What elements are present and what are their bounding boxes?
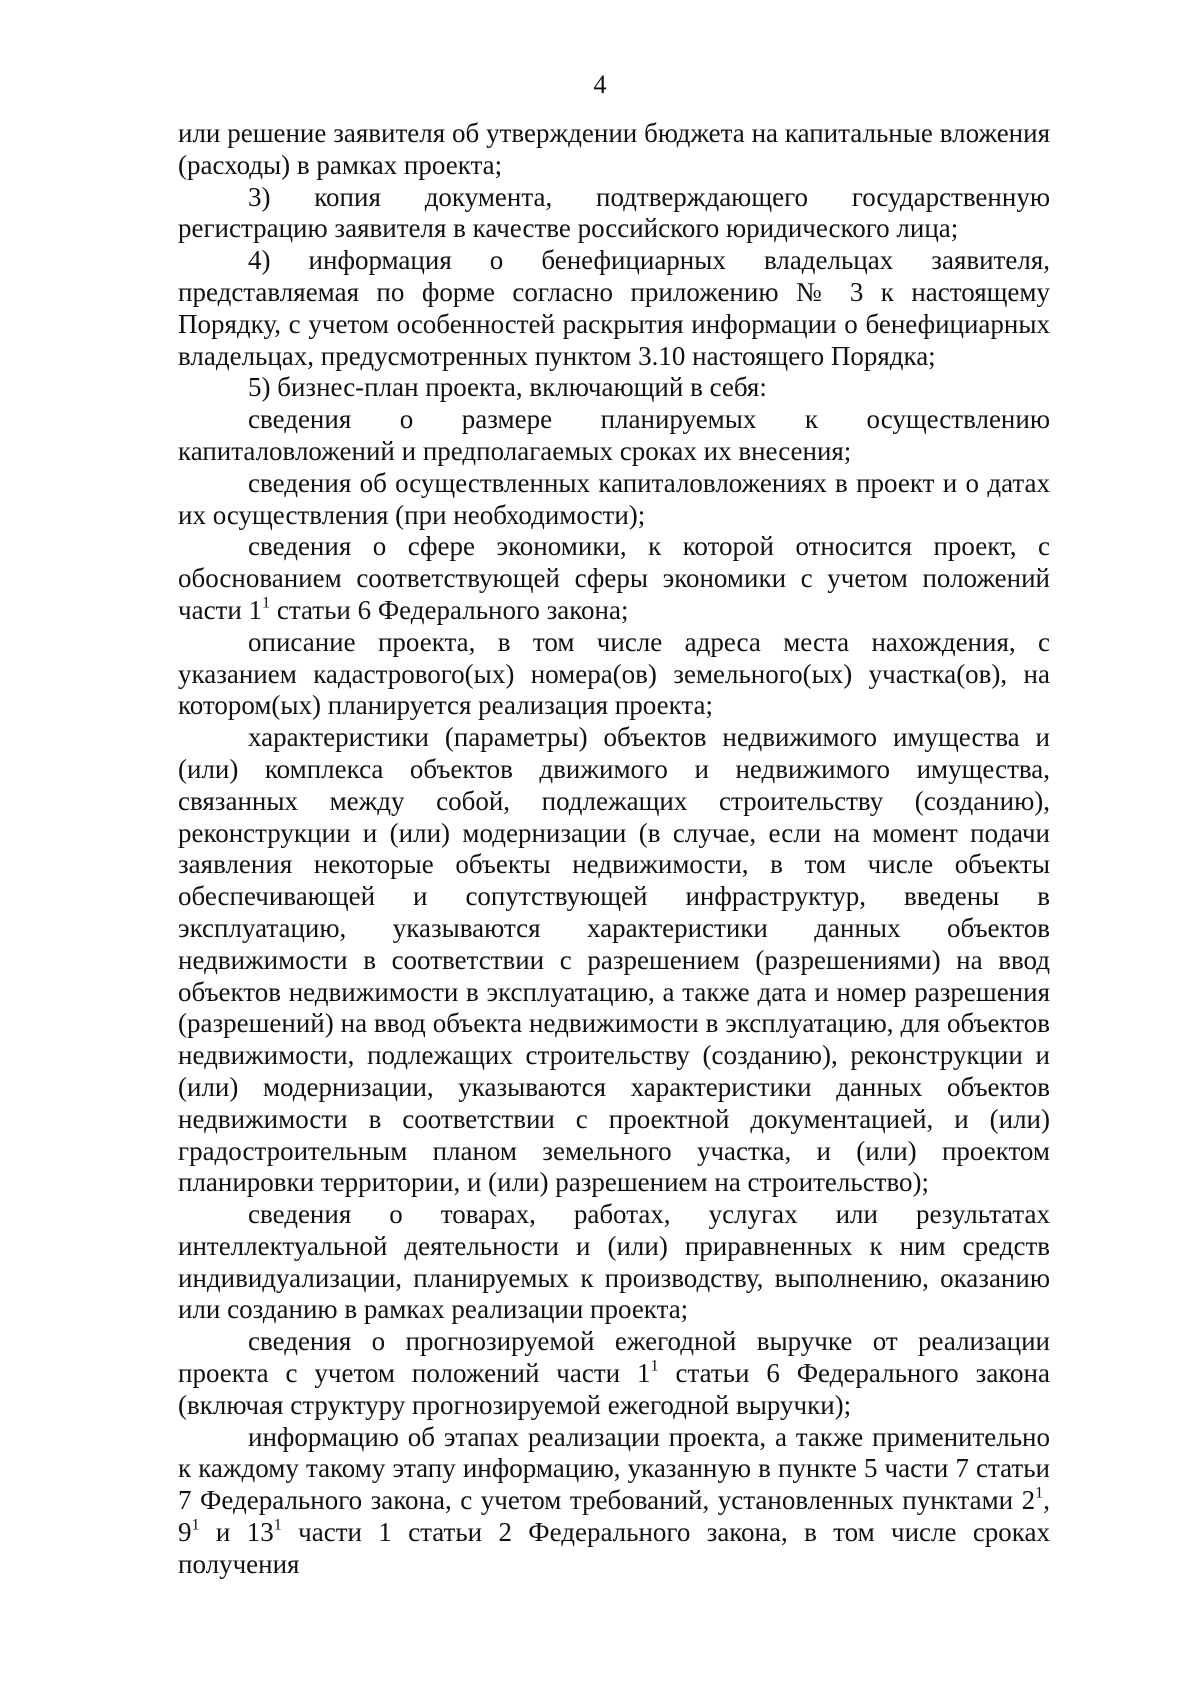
paragraph-economy-sector [178,531,1050,626]
text-fragment: статьи 6 Федерального закона; [270,594,629,625]
paragraph-investments-done: сведения об осуществленных капиталовложениях в проект и о датах их осуществления (при необходимости); [178,467,1050,530]
paragraph-investments-plan: сведения о размере планируемых к осуществлению капиталовложений и предполагаемых сроках их внесения; [178,404,1050,466]
superscript: 1 [191,1515,200,1534]
text-fragment: сведения о сфере экономики, к которой относится проект, с обоснованием соответствующей сферы экономики с учетом положений части 1 [178,531,1050,625]
superscript: 1 [262,593,271,612]
page-number: 4 [593,70,607,99]
text-fragment: , 9 [178,1485,1050,1548]
text-fragment: сведения о прогнозируемой ежегодной выручке от реализации проекта с учетом положений части 1 [178,1326,1050,1389]
paragraph-item-3: 3) копия документа, подтверждающего государственную регистрацию заявителя в качестве российского юридического лица; [178,181,1050,244]
paragraph-revenue-forecast [178,1326,1050,1421]
paragraph-project-description: описание проекта, в том числе адреса места нахождения, с указанием кадастрового(ых) номера(ов) земельного(ых) участка(ов), на котором(ых) планируется реализация проекта; [178,626,1050,721]
text-fragment: части 1 статьи 2 Федерального закона, в том числе сроках получения [178,1517,1050,1579]
paragraph-goods-services: сведения о товарах, работах, услугах или результатах интеллектуальной деятельности и (или) приравненных к ним средств индивидуализации, планируемых к производству, выполнению, оказанию или созданию в рамках реализации проекта; [178,1199,1050,1325]
paragraph-item-5: 5) бизнес-план проекта, включающий в себя: [248,372,767,403]
text-fragment: информацию об этапах реализации проекта, а также применительно к каждому такому этапу информацию, указанную в пункте 5 части 7 статьи 7 Федерального закона, с учетом требований, установленных пунктами 2 [178,1421,1050,1516]
superscript: 1 [650,1356,659,1375]
document-body [178,118,1050,1581]
text-fragment: статьи 6 Федерального закона (включая структуру прогнозируемой ежегодной выручки); [178,1358,1050,1420]
text-fragment: и 13 [199,1517,274,1548]
superscript: 1 [1035,1483,1044,1502]
paragraph-project-stages [178,1422,1050,1581]
paragraph-property-characteristics: характеристики (параметры) объектов недвижимого имущества и (или) комплекса объектов движимого и недвижимого имущества, связанных между собой, подлежащих строительству (созданию), реконструкции и (или) модернизации (в случае, если на момент подачи заявления некоторые объекты недвижимости, в том числе объекты обеспечивающей и сопутствующей инфраструктур, введены в эксплуатацию, указываются характеристики данных объектов недвижимости в соответствии с разрешением (разрешениями) на ввод объектов недвижимости в эксплуатацию, а также дата и номер разрешения (разрешений) на ввод объекта недвижимости в эксплуатацию, для объектов недвижимости, подлежащих строительству (созданию), реконструкции и (или) модернизации, указываются характеристики данных объектов недвижимости в соответствии с проектной документацией, и (или) градостроительным планом земельного участка, и (или) проектом планировки территории, и (или) разрешением на строительство); [178,722,1050,1198]
paragraph-continuation: или решение заявителя об утверждении бюджета на капитальные вложения (расходы) в рамках проекта; [178,118,1050,180]
superscript: 1 [273,1515,282,1534]
paragraph-item-4: 4) информация о бенефициарных владельцах заявителя, представляемая по форме согласно приложению № 3 к настоящему Порядку, с учетом особенностей раскрытия информации о бенефициарных владельцах, предусмотренных пунктом 3.10 настоящего Порядка; [178,245,1050,371]
